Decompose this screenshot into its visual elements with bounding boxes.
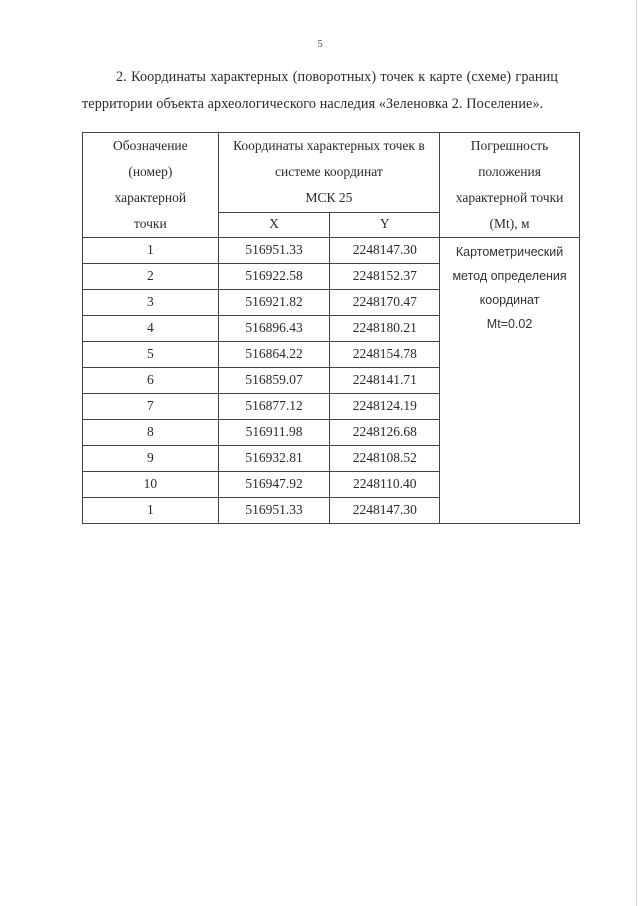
cell-y: 2248180.21 [330,316,440,342]
header-accuracy-line: (Mt), м [489,216,530,231]
cell-y: 2248124.19 [330,394,440,420]
header-accuracy-line: характерной точки [455,190,564,205]
cell-point: 1 [83,238,219,264]
table-row [83,238,580,264]
table-body [83,238,580,524]
header-x: X [218,213,330,238]
cell-x: 516864.22 [218,342,330,368]
header-accuracy-line: положения [478,164,541,179]
method-line: метод определения [452,269,567,283]
cell-point: 3 [83,290,219,316]
cell-point: 1 [83,498,219,524]
cell-point: 8 [83,420,219,446]
cell-x: 516951.33 [218,498,330,524]
page-number: 5 [317,38,323,50]
header-coords-line: МСК 25 [305,190,353,205]
coordinates-table [82,132,580,524]
cell-point: 5 [83,342,219,368]
section-heading: 2. Координаты характерных (поворотных) точек к карте (схеме) границ территории объекта археологического наследия «Зеленовка 2. Поселение». [82,69,558,112]
cell-point: 2 [83,264,219,290]
cell-y: 2248154.78 [330,342,440,368]
cell-x: 516911.98 [218,420,330,446]
cell-x: 516896.43 [218,316,330,342]
cell-x: 516921.82 [218,290,330,316]
method-line: Mt=0.02 [486,317,533,331]
cell-y: 2248126.68 [330,420,440,446]
method-line: координат [479,293,540,307]
cell-x: 516951.33 [218,238,330,264]
header-point-line: характерной [114,190,187,205]
header-point-line: Обозначение [113,138,188,153]
cell-point: 9 [83,446,219,472]
header-point-line: (номер) [128,164,173,179]
cell-y: 2248147.30 [330,498,440,524]
header-point-line: точки [133,216,167,231]
cell-y: 2248170.47 [330,290,440,316]
cell-x: 516859.07 [218,368,330,394]
header-coordinates [218,133,439,213]
cell-y: 2248108.52 [330,446,440,472]
cell-point: 7 [83,394,219,420]
cell-y: 2248141.71 [330,368,440,394]
cell-x: 516947.92 [218,472,330,498]
cell-y: 2248147.30 [330,238,440,264]
header-coords-line: Координаты характерных точек в [233,138,425,153]
method-line: Картометрический [455,245,564,259]
cell-x: 516922.58 [218,264,330,290]
cell-point: 4 [83,316,219,342]
header-y: Y [330,213,440,238]
cell-y: 2248152.37 [330,264,440,290]
cell-y: 2248110.40 [330,472,440,498]
cell-method [440,238,580,524]
scan-edge [636,0,637,906]
header-coords-line: системе координат [274,164,383,179]
cell-x: 516932.81 [218,446,330,472]
header-point-designation [83,133,219,238]
cell-point: 10 [83,472,219,498]
cell-x: 516877.12 [218,394,330,420]
cell-point: 6 [83,368,219,394]
header-accuracy-line: Погрешность [470,138,549,153]
header-accuracy [440,133,580,238]
